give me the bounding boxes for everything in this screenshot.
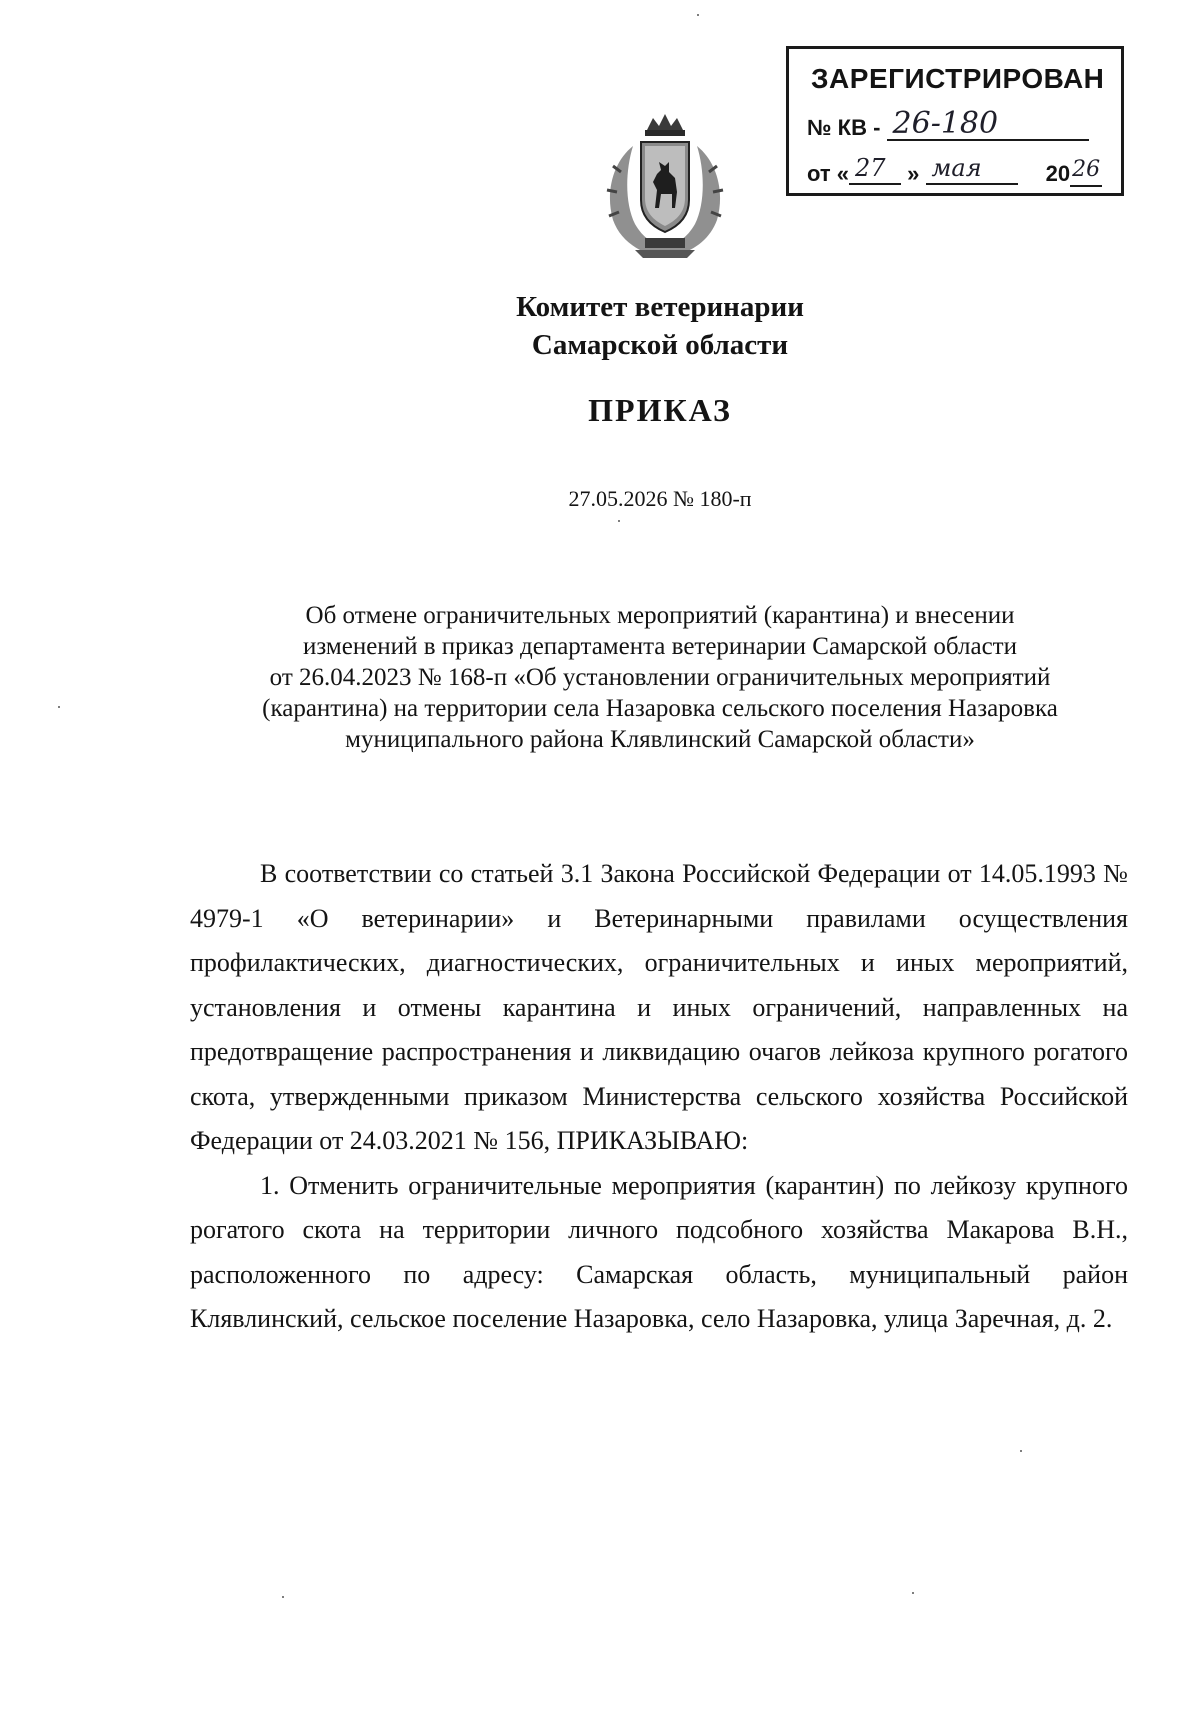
- stamp-date-year-handwritten: 26: [1070, 155, 1102, 187]
- stamp-number-handwritten: 26-180: [887, 109, 1089, 141]
- scan-speck: [58, 706, 60, 708]
- stamp-date-month-handwritten: мая: [926, 153, 1018, 185]
- order-item-1: 1. Отменить ограничительные мероприятия (карантин) по лейкозу крупного рогатого скота на территории личного подсобного хозяйства Макарова В.Н., расположенного по адресу: Самарская область, муниципальный район Клявлинский, сельское поселение Назаровка, село Назаровка, улица Заречная, д. 2.: [190, 1170, 1128, 1333]
- document-type: ПРИКАЗ: [588, 392, 732, 428]
- document-date-number: 27.05.2026 № 180-п: [568, 486, 752, 511]
- document-body: [190, 852, 1128, 1342]
- scan-speck: [282, 1596, 284, 1598]
- scan-speck: [618, 520, 620, 522]
- subject-line-4: (карантина) на территории села Назаровка сельского поселения Назаровка: [262, 695, 1058, 722]
- subject-line-5: муниципального района Клявлинский Самарской области»: [345, 726, 975, 753]
- stamp-date-mid: »: [907, 161, 920, 186]
- scan-speck: [912, 1592, 914, 1594]
- subject-line-3: от 26.04.2023 № 168-п «Об установлении ограничительных мероприятий: [269, 664, 1051, 691]
- organization-title: [0, 288, 1200, 364]
- stamp-date-day-handwritten: 27: [849, 153, 901, 185]
- scan-speck: [697, 14, 699, 16]
- registration-stamp: [786, 46, 1124, 196]
- subject-line-1: Об отмене ограничительных мероприятий (карантина) и внесении: [305, 602, 1015, 629]
- stamp-title: ЗАРЕГИСТРИРОВАН: [811, 63, 1105, 94]
- stamp-date-year-printed: 20: [1045, 161, 1071, 186]
- subject-line-2: изменений в приказ департамента ветеринарии Самарской области: [303, 633, 1017, 660]
- preamble-paragraph: В соответствии со статьей 3.1 Закона Российской Федерации от 14.05.1993 № 4979-1 «О ветеринарии» и Ветеринарными правилами осуществления профилактических, диагностических, ограничительных и иных мероприятий, установления и отмены карантина и иных ограничений, направленных на предотвращение распространения и ликвидацию очагов лейкоза крупного рогатого скота, утвержденными приказом Министерства сельского хозяйства Российской Федерации от 24.03.2021 № 156, ПРИКАЗЫВАЮ:: [190, 859, 1128, 1155]
- stamp-number-line: [807, 106, 1089, 141]
- stamp-date-line: [807, 153, 1102, 187]
- stamp-date-prefix: от «: [807, 161, 850, 186]
- org-line-1: Комитет ветеринарии: [516, 291, 804, 323]
- org-line-2: Самарской области: [531, 329, 789, 361]
- document-subject: [0, 600, 1200, 755]
- stamp-number-prefix: № КВ -: [807, 115, 881, 140]
- scan-speck: [1020, 1450, 1022, 1452]
- samara-coat-of-arms-icon: [595, 112, 735, 262]
